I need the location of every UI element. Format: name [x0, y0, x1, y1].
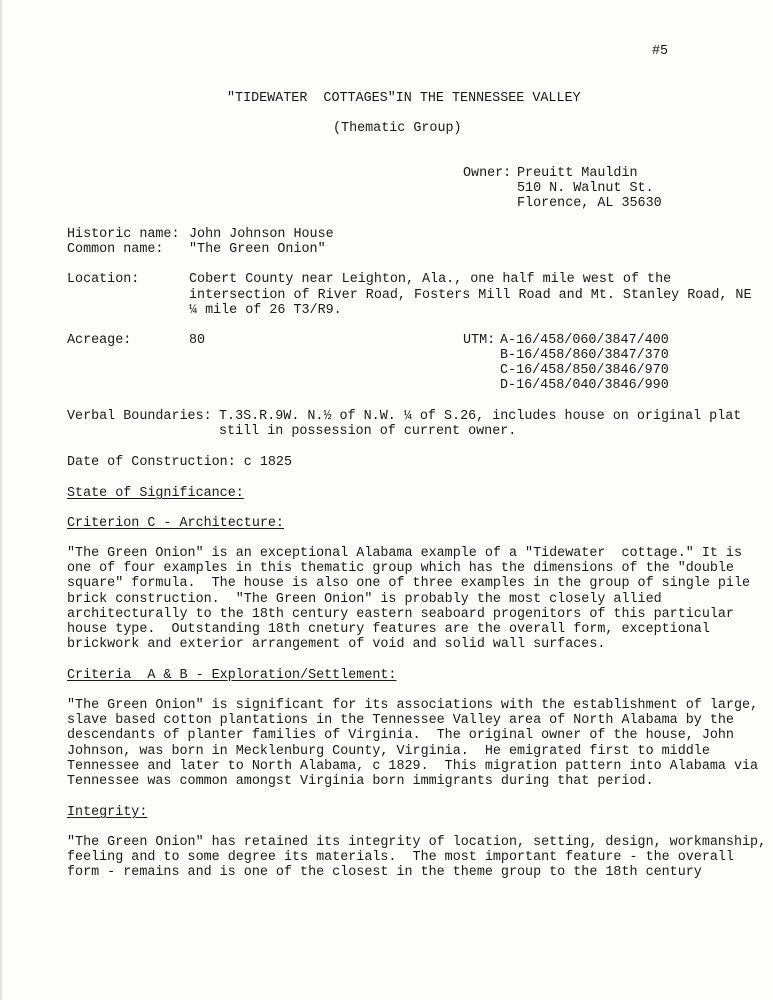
owner-label: Owner:	[463, 166, 512, 181]
criteria-ab-heading: Criteria A & B - Exploration/Settlement:	[67, 668, 397, 683]
paragraph-line: house type. Outstanding 18th cnetury features are the overall form, exceptional	[67, 622, 710, 638]
verbal-boundaries-line: T.3S.R.9W. N.½ of N.W. ¼ of S.26, includes house on original plat	[219, 409, 742, 424]
owner-street: 510 N. Walnut St.	[517, 181, 654, 196]
criterion-c-heading: Criterion C - Architecture:	[67, 516, 284, 531]
criteria-ab-paragraph	[67, 698, 759, 790]
paragraph-line: brick construction. "The Green Onion" is probably the most closely allied	[67, 591, 662, 607]
criterion-c-paragraph	[67, 546, 751, 653]
paragraph-line: brickwork and exterior arrangement of void and solid wall surfaces.	[67, 637, 606, 653]
paragraph-line: square" formula. The house is also one of three examples in the group of single pile	[67, 576, 751, 592]
utm-value: B-16/458/860/3847/370	[500, 348, 669, 363]
paragraph-line: Johnson, was born in Mecklenburg County, Virginia. He emigrated first to middle	[67, 743, 710, 759]
paragraph-line: "The Green Onion" is an exceptional Alabama example of a "Tidewater cottage." It is	[67, 546, 742, 561]
significance-heading: State of Significance:	[67, 486, 244, 501]
scan-edge	[0, 0, 3, 1000]
paragraph-line: architecturally to the 18th century eastern seaboard progenitors of this particular	[67, 606, 734, 622]
paragraph-line: slave based cotton plantations in the Tennessee Valley area of North Alabama by the	[67, 713, 734, 729]
verbal-boundaries-label: Verbal Boundaries:	[67, 409, 212, 424]
common-name-value: "The Green Onion"	[189, 242, 326, 257]
paragraph-line: descendants of planter families of Virginia. The original owner of the house, John	[67, 728, 734, 744]
paragraph-line: feeling and to some degree its materials. The most important feature - the overall	[67, 850, 734, 866]
document-title: "TIDEWATER COTTAGES"IN THE TENNESSEE VALLEY	[227, 91, 581, 106]
owner-city: Florence, AL 35630	[517, 196, 662, 211]
utm-value: C-16/458/850/3846/970	[500, 363, 669, 378]
integrity-paragraph	[67, 835, 767, 881]
date-of-construction: Date of Construction: c 1825	[67, 455, 292, 470]
verbal-boundaries-line: still in possession of current owner.	[219, 424, 517, 439]
owner-name: Preuitt Mauldin	[517, 166, 638, 181]
common-name-label: Common name:	[67, 242, 164, 257]
integrity-heading: Integrity:	[67, 805, 148, 820]
paragraph-line: Tennessee was common amongst Virginia born immigrants during that period.	[67, 774, 654, 790]
location-line: Cobert County near Leighton, Ala., one half mile west of the	[189, 272, 672, 287]
historic-name-label: Historic name:	[67, 227, 180, 242]
utm-value: D-16/458/040/3846/990	[500, 378, 669, 393]
acreage-value: 80	[189, 333, 206, 348]
paragraph-line: Tennessee and later to North Alabama, c 1829. This migration pattern into Alabama via	[67, 758, 759, 774]
historic-name-value: John Johnson House	[189, 227, 334, 242]
location-line: ¼ mile of 26 T3/R9.	[189, 303, 342, 318]
paragraph-line: one of four examples in this thematic group which has the dimensions of the "double	[67, 561, 734, 577]
acreage-label: Acreage:	[67, 333, 132, 348]
page-number: #5	[652, 44, 669, 59]
paragraph-line: "The Green Onion" is significant for its associations with the establishment of large,	[67, 698, 759, 713]
utm-value: A-16/458/060/3847/400	[500, 333, 669, 348]
document-subtitle: (Thematic Group)	[333, 121, 462, 136]
paragraph-line: "The Green Onion" has retained its integrity of location, setting, design, workmanship,	[67, 835, 767, 850]
location-label: Location:	[67, 272, 140, 287]
location-line: intersection of River Road, Fosters Mill Road and Mt. Stanley Road, NE	[189, 288, 752, 303]
utm-label: UTM:	[463, 333, 496, 348]
paragraph-line: form - remains and is one of the closest in the theme group to the 18th century	[67, 865, 702, 881]
